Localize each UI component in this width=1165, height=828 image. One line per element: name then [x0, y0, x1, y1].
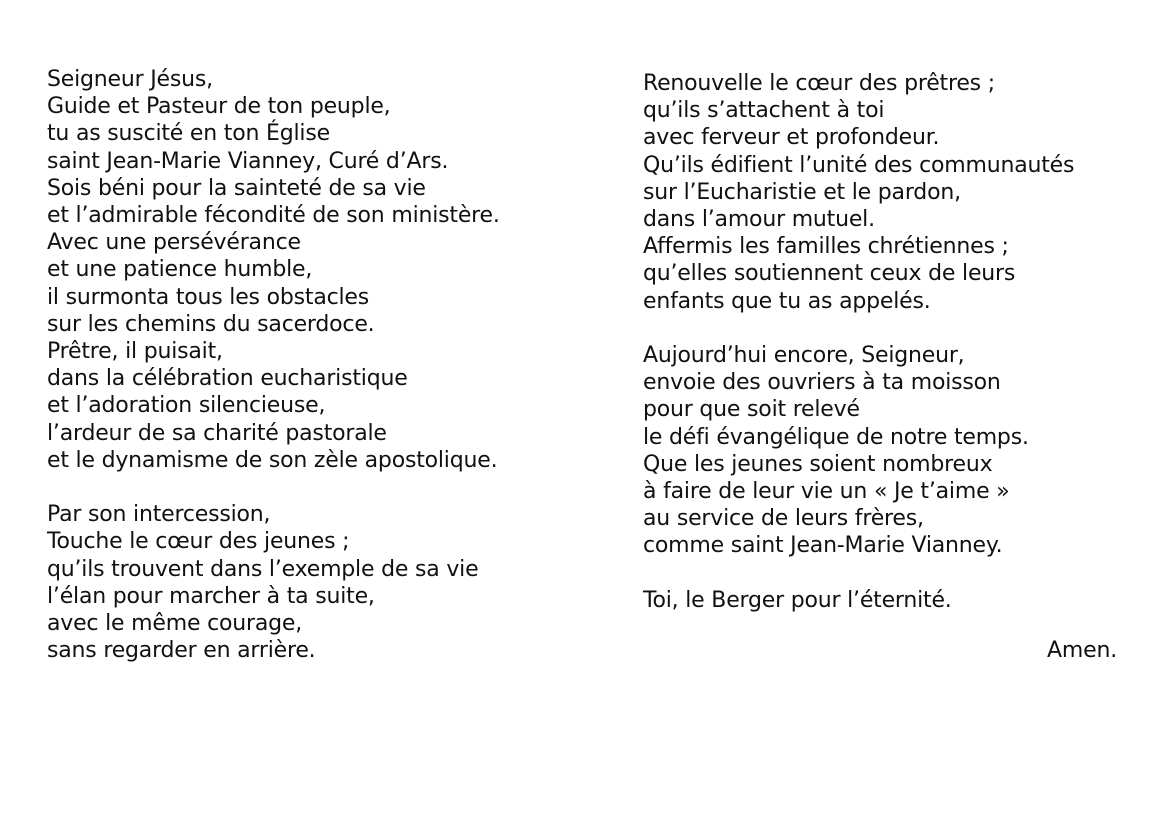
- prayer-line: envoie des ouvriers à ta moisson: [643, 370, 1001, 396]
- prayer-line: et l’admirable fécondité de son ministère.: [47, 203, 500, 229]
- prayer-line: sur l’Eucharistie et le pardon,: [643, 179, 961, 205]
- prayer-line: Aujourd’hui encore, Seigneur,: [643, 343, 965, 369]
- prayer-line: qu’ils trouvent dans l’exemple de sa vie: [47, 556, 479, 582]
- prayer-line: avec ferveur et profondeur.: [643, 125, 940, 151]
- prayer-line: au service de leurs frères,: [643, 506, 924, 532]
- prayer-left-column: [47, 66, 500, 692]
- prayer-line: Avec une persévérance: [47, 230, 301, 256]
- prayer-line: comme saint Jean-Marie Vianney.: [643, 533, 1003, 559]
- stanza-right-1: [643, 70, 1074, 315]
- prayer-line: dans la célébration eucharistique: [47, 366, 408, 392]
- stanza-left-2: [47, 501, 500, 664]
- prayer-line: le défi évangélique de notre temps.: [643, 424, 1029, 450]
- prayer-line: Qu’ils édifient l’unité des communautés: [643, 152, 1075, 178]
- stanza-right-2: [643, 342, 1074, 560]
- prayer-line: dans l’amour mutuel.: [643, 207, 875, 233]
- prayer-line: sans regarder en arrière.: [47, 638, 316, 664]
- prayer-line: Par son intercession,: [47, 502, 271, 528]
- prayer-line: et l’adoration silencieuse,: [47, 393, 326, 419]
- prayer-line: Sois béni pour la sainteté de sa vie: [47, 175, 426, 201]
- prayer-line: sur les chemins du sacerdoce.: [47, 311, 375, 337]
- stanza-right-3: [643, 587, 1074, 614]
- prayer-line: saint Jean-Marie Vianney, Curé d’Ars.: [47, 148, 449, 174]
- prayer-line: qu’ils s’attachent à toi: [643, 98, 885, 124]
- prayer-line: enfants que tu as appelés.: [643, 288, 931, 314]
- prayer-line: l’ardeur de sa charité pastorale: [47, 420, 387, 446]
- prayer-line: il surmonta tous les obstacles: [47, 284, 370, 310]
- closing-amen: Amen.: [1047, 638, 1117, 663]
- prayer-line: Guide et Pasteur de ton peuple,: [47, 94, 391, 120]
- prayer-line: tu as suscité en ton Église: [47, 121, 330, 147]
- prayer-line: Toi, le Berger pour l’éternité.: [643, 587, 952, 613]
- prayer-line: Seigneur Jésus,: [47, 67, 213, 92]
- prayer-line: l’élan pour marcher à ta suite,: [47, 583, 375, 609]
- prayer-line: Prêtre, il puisait,: [47, 339, 223, 365]
- prayer-line: et le dynamisme de son zèle apostolique.: [47, 447, 498, 473]
- prayer-line: Renouvelle le cœur des prêtres ;: [643, 71, 995, 96]
- prayer-line: Affermis les familles chrétiennes ;: [643, 234, 1009, 260]
- prayer-line: à faire de leur vie un « Je t’aime »: [643, 479, 1010, 505]
- stanza-left-1: [47, 66, 500, 474]
- prayer-line: qu’elles soutiennent ceux de leurs: [643, 261, 1016, 287]
- prayer-right-column: [643, 70, 1074, 641]
- prayer-line: pour que soit relevé: [643, 397, 860, 423]
- prayer-line: Touche le cœur des jeunes ;: [47, 529, 350, 555]
- prayer-line: avec le même courage,: [47, 611, 303, 637]
- prayer-line: Que les jeunes soient nombreux: [643, 451, 993, 477]
- prayer-line: et une patience humble,: [47, 257, 313, 283]
